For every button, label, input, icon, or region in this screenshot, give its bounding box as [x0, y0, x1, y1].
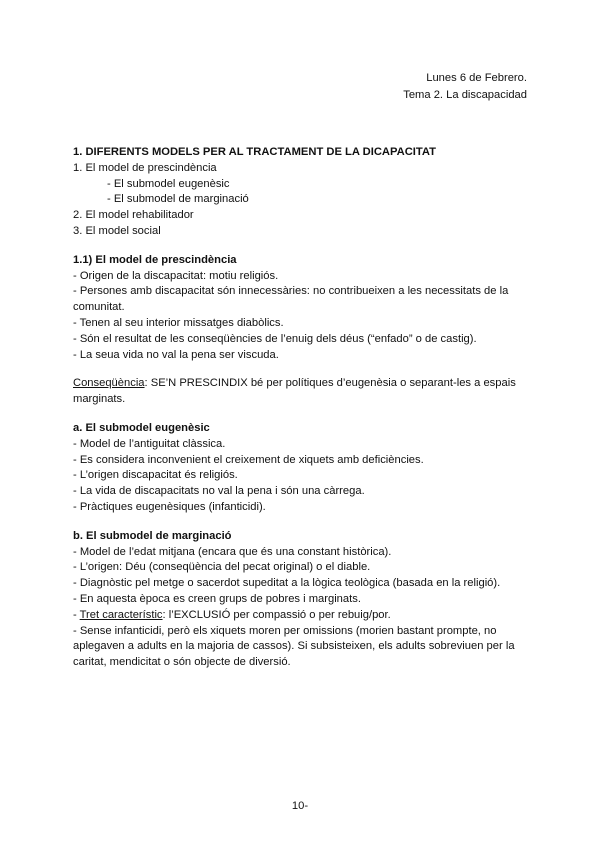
section-11-bullet: - Persones amb discapacitat són innecessàries: no contribueixen a les necessitats de la comunitat.	[73, 285, 509, 314]
consequence-text: : SE’N PRESCINDIX bé per polítiques d’eugenèsia o separant-les a espais marginats.	[73, 377, 516, 406]
main-heading: 1. DIFERENTS MODELS PER AL TRACTAMENT DE LA DICAPACITAT	[73, 146, 436, 158]
section-b-bullet: - L’origen: Déu (conseqüència del pecat original) o el diable.	[73, 561, 371, 574]
section-a-bullet: - Model de l’antiguitat clàssica.	[73, 437, 226, 450]
section-b-bullet: - Diagnòstic pel metge o sacerdot supeditat a la lògica teològica (basada en la religió).	[73, 577, 501, 590]
section-b-title: b. El submodel de marginació	[73, 529, 232, 542]
trait-paragraph	[73, 608, 528, 624]
trait-text: : l’EXCLUSIÓ per compassió o per rebuig/por.	[162, 608, 391, 621]
section-11-bullet: - Origen de la discapacitat: motiu religiós.	[73, 269, 279, 282]
section-b-bullet: - Model de l’edat mitjana (encara que és una constant històrica).	[73, 545, 392, 558]
section-11-bullet: - Tenen al seu interior missatges diabòlics.	[73, 316, 284, 329]
section-11-title: 1.1) El model de prescindència	[73, 253, 237, 266]
section-a-bullet: - La vida de discapacitats no val la pena i són una càrrega.	[73, 485, 365, 498]
section-b-bullet: - En aquesta època es creen grups de pobres i marginats.	[73, 592, 361, 605]
document-body	[73, 145, 528, 671]
section-a-bullet: - Es considera inconvenient el creixement de xiquets amb deficiències.	[73, 453, 424, 466]
outline-sub-2: - El submodel de marginació	[107, 193, 249, 206]
section-11-bullet: - Són el resultat de les conseqüències de l’enuig dels déus (“enfado” o de castig).	[73, 332, 477, 345]
outline-item-1: 1. El model de prescindència	[73, 161, 217, 174]
outline-item-3: 3. El model social	[73, 224, 161, 237]
outline-sub-1: - El submodel eugenèsic	[107, 177, 230, 190]
header-topic: Tema 2. La discapacidad	[403, 89, 527, 101]
page-number: 10-	[291, 800, 309, 812]
section-a-bullet: - L’origen discapacitat és religiós.	[73, 469, 238, 482]
section-a-title: a. El submodel eugenèsic	[73, 421, 210, 434]
trait-label: Tret característic	[79, 608, 163, 621]
trait-prefix: -	[73, 608, 80, 621]
header-date: Lunes 6 de Febrero.	[426, 72, 527, 84]
consequence-paragraph	[73, 376, 528, 408]
section-11-bullet: - La seua vida no val la pena ser viscuda.	[73, 348, 279, 361]
section-a-bullet: - Pràctiques eugenèsiques (infanticidi).	[73, 500, 266, 513]
outline-item-2: 2. El model rehabilitador	[73, 209, 194, 222]
consequence-label: Conseqüència	[73, 377, 145, 390]
section-b-last-bullet: - Sense infanticidi, però els xiquets moren per omissions (morien bastant prompte, no aplegaven a adults en la majoria de cassos). Si subsisteixen, els adults sobreviuen per la caritat, mendicitat o són objecte de diversió.	[73, 624, 515, 669]
